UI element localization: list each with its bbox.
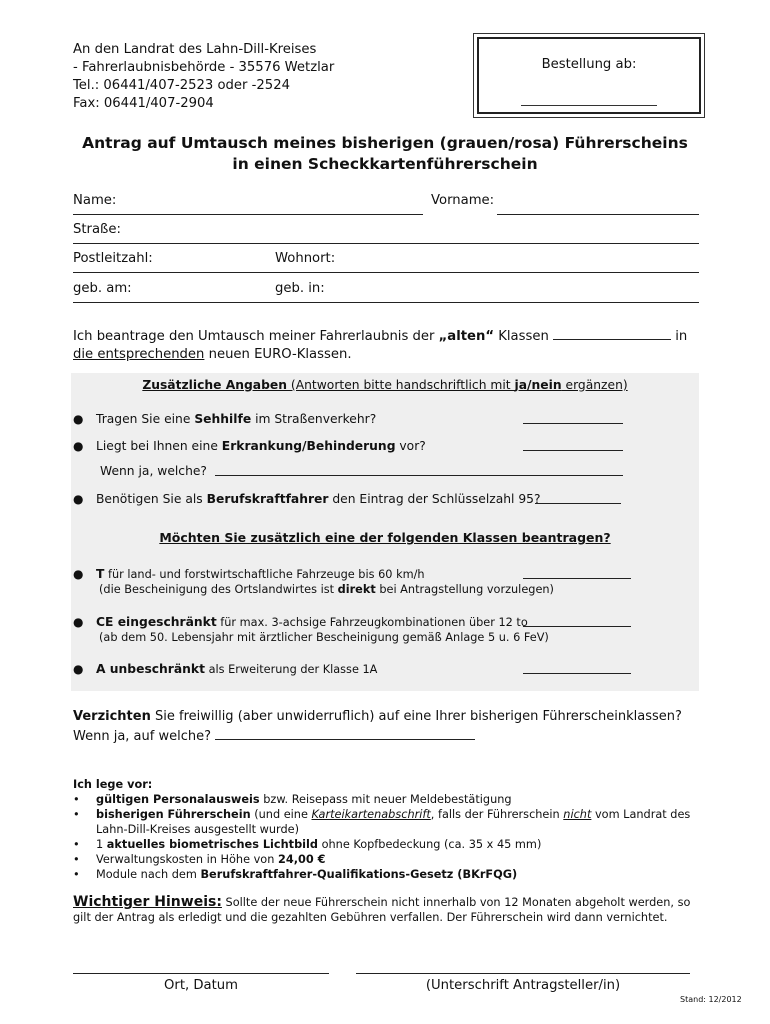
question-text [96,492,541,506]
list-item [73,807,703,837]
documents-section [73,777,703,882]
strasse-label: Straße: [73,222,121,237]
class-text [96,615,528,629]
item-italic: Karteikartenabschrift [311,808,431,821]
class-name: T [96,567,105,581]
request-alten: „alten“ [438,329,495,344]
documents-list [73,792,703,882]
bullet-icon: ● [73,567,84,581]
item-text: Module nach dem [96,868,201,881]
request-underlined: die entsprechenden [73,347,205,362]
additional-info-heading [71,378,699,392]
signature-label: (Unterschrift Antragsteller/in) [425,978,621,993]
list-item [73,852,703,867]
title-line: Antrag auf Umtausch meines bisherigen (grauen/rosa) Führerscheins [82,134,688,152]
plz-row [73,251,699,273]
classes-heading: Möchten Sie zusätzlich eine der folgenden Klassen beantragen? [159,530,611,545]
address-block [73,41,334,113]
question-text: Wenn ja, welche? [100,464,207,478]
ort-datum-field[interactable] [73,973,329,974]
name-field[interactable] [73,214,423,215]
answer-class-ce[interactable] [523,615,631,627]
verzicht-field[interactable] [215,728,475,740]
item-text: 1 [96,838,107,851]
bullet-icon: ● [73,412,84,426]
geb-am-label: geb. am: [73,281,132,296]
note-bold: direkt [337,583,376,596]
additional-info-box [71,373,699,691]
class-text [96,662,377,676]
item-bold: Berufskraftfahrer-Qualifikations-Gesetz (BKrFQG) [200,868,518,881]
class-name: A unbeschränkt [96,662,205,676]
item-bold: 24,00 € [277,853,326,866]
q-part: Liegt bei Ihnen eine [96,439,222,453]
item-text: ohne Kopfbedeckung (ca. 35 x 45 mm) [318,838,542,851]
vorname-label: Vorname: [431,193,495,208]
request-part: in [671,329,688,344]
item-text: bzw. Reisepass mit neuer Meldebestätigung [259,793,512,806]
request-part: Klassen [494,329,554,344]
class-desc: als Erweiterung der Klasse 1A [205,663,378,676]
q-bold: Erkrankung/Behinderung [221,439,396,453]
verzicht-section [73,707,703,747]
important-notice [73,895,703,925]
class-text [96,567,425,581]
name-label: Name: [73,193,117,208]
geb-in-label: geb. in: [275,281,325,296]
answer-class-a[interactable] [523,662,631,674]
class-desc: für max. 3-achsige Fahrzeugkombinationen über 12 to [216,616,528,629]
page-title [40,133,730,175]
request-part: Ich beantrage den Umtausch meiner Fahrerlaubnis der [73,329,439,344]
wohnort-label: Wohnort: [275,251,336,266]
class-ce-note: (ab dem 50. Lebensjahr mit ärztlicher Bescheinigung gemäß Anlage 5 u. 6 FeV) [99,631,549,644]
strasse-row [73,222,699,244]
classes-field[interactable] [553,328,671,340]
list-item [73,867,703,882]
strasse-field[interactable] [73,243,699,244]
item-bold: bisherigen Führerschein [96,808,251,821]
documents-heading: Ich lege vor: [73,778,153,791]
signature-field[interactable] [356,973,690,974]
q-bold: Berufskraftfahrer [206,492,329,506]
bullet-icon: ● [73,615,84,629]
list-item [73,792,703,807]
verzicht-follow-label: Wenn ja, auf welche? [73,729,211,744]
plz-wohnort-field[interactable] [73,272,699,273]
bullet-icon: ● [73,492,84,506]
answer-welche[interactable] [215,464,623,476]
order-date-field[interactable] [521,105,657,106]
verzicht-follow [73,727,703,747]
answer-berufskraftfahrer[interactable] [535,492,621,504]
request-part: neuen EURO-Klassen. [204,347,352,362]
question-text [96,439,426,453]
heading-text: (Antworten bitte handschriftlich mit [287,378,515,392]
heading-bold: Zusätzliche Angaben [142,378,287,392]
address-line: Tel.: 06441/407-2523 oder -2524 [73,78,290,93]
vorname-field[interactable] [497,214,699,215]
order-label: Bestellung ab: [541,57,637,72]
item-text: , falls der Führerschein [430,808,564,821]
note-part: (die Bescheinigung des Ortslandwirtes ist [99,583,338,596]
item-text: (und eine [250,808,312,821]
name-row [73,193,699,215]
address-line: An den Landrat des Lahn-Dill-Kreises [73,42,317,57]
address-line: - Fahrerlaubnisbehörde - 35576 Wetzlar [73,60,335,75]
verzicht-text: Sie freiwillig (aber unwiderruflich) auf eine Ihrer bisherigen Führerscheinklassen? [150,709,682,724]
class-desc: für land- und forstwirtschaftliche Fahrzeuge bis 60 km/h [104,568,425,581]
item-bold: aktuelles biometrisches Lichtbild [106,838,318,851]
q-part: Benötigen Sie als [96,492,207,506]
q-part: vor? [395,439,426,453]
stand-date: Stand: 12/2012 [680,995,742,1004]
q-part: im Straßenverkehr? [251,412,377,426]
answer-erkrankung[interactable] [523,439,623,451]
notice-text: Sollte der neue Führerschein nicht innerhalb von 12 Monaten abgeholt werden, so gilt der Antrag als erledigt und die gezahlten Gebühren verfallen. Der Führerschein wird dann vernichtet. [73,896,691,924]
list-item [73,837,703,852]
order-box-inner [477,37,701,114]
heading-janein: ja/nein [514,378,562,392]
geb-row [73,281,699,303]
class-name: CE eingeschränkt [96,615,217,629]
ort-datum-label: Ort, Datum [164,978,238,993]
geb-field[interactable] [73,302,699,303]
verzicht-question [73,707,703,727]
title-line: in einen Scheckkartenführerschein [232,155,538,173]
bullet-icon: ● [73,662,84,676]
item-italic: nicht [563,808,592,821]
item-text: Verwaltungskosten in Höhe von [96,853,278,866]
bullet-icon: ● [73,439,84,453]
address-line: Fax: 06441/407-2904 [73,96,214,111]
q-part: den Eintrag der Schlüsselzahl 95? [328,492,541,506]
verzicht-bold: Verzichten [73,709,151,724]
answer-sehhilfe[interactable] [523,412,623,424]
answer-class-t[interactable] [523,567,631,579]
notice-label: Wichtiger Hinweis: [73,894,222,910]
heading-text: ergänzen) [561,378,628,392]
class-t-note [99,583,554,596]
item-text: vom Landrat des Lahn-Dill-Kreises ausgestellt wurde) [96,808,691,836]
request-text [73,328,703,364]
q-part: Tragen Sie eine [96,412,195,426]
plz-label: Postleitzahl: [73,251,153,266]
order-box [473,33,705,118]
q-bold: Sehhilfe [194,412,252,426]
note-part: bei Antragstellung vorzulegen) [375,583,554,596]
question-text [96,412,376,426]
item-bold: gültigen Personalausweis [96,793,260,806]
